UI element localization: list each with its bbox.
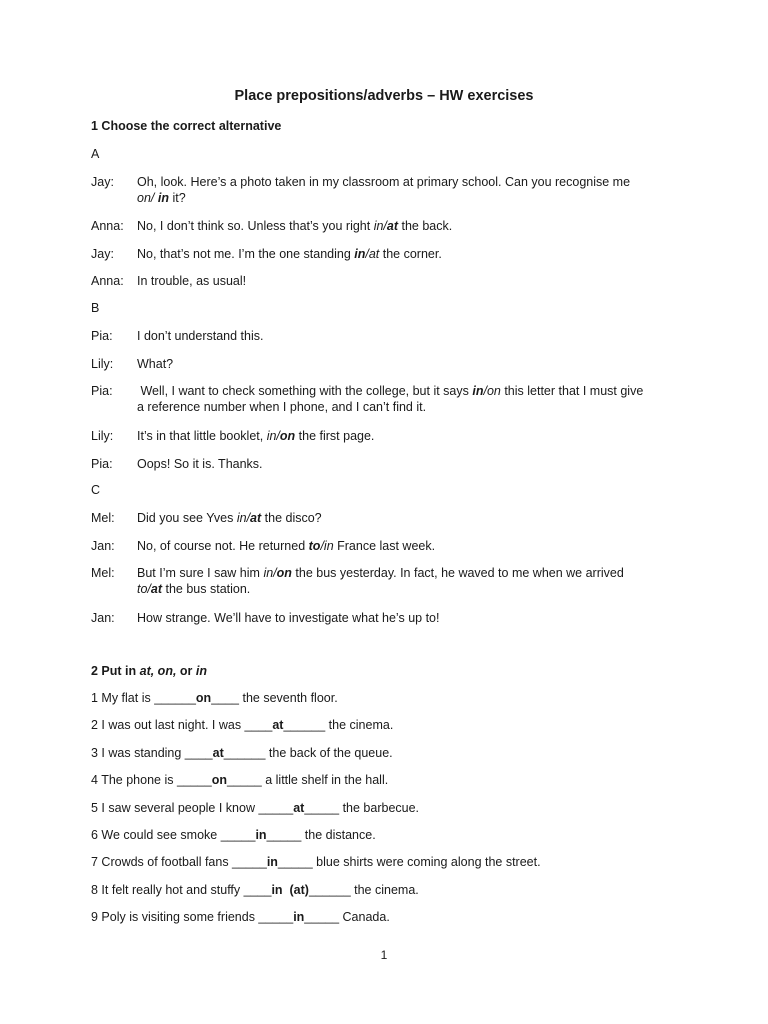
text-run: /at: [365, 247, 380, 261]
dialogue-text: [137, 218, 682, 234]
answer-choice: on: [279, 429, 296, 443]
text-run: It’s in that little booklet,: [137, 429, 267, 443]
dialogue-text: [137, 383, 682, 415]
exercise-text: ______ the cinema.: [283, 718, 394, 733]
exercise-text: _____ the barbecue.: [304, 800, 420, 815]
text-run: Oh, look. Here’s a photo taken in my classroom at primary school. Can you recognise me: [137, 175, 634, 189]
text-run: to/: [137, 582, 151, 596]
answer-choice: in: [195, 664, 207, 678]
text-run: the bus station.: [162, 582, 251, 596]
text-run: Oops! So it is. Thanks.: [137, 457, 263, 471]
dialogue-text: [137, 510, 682, 526]
dialogue-text: [137, 565, 682, 597]
speaker-name: Jan:: [91, 611, 115, 625]
speaker-name: Mel:: [91, 511, 115, 525]
answer-choice: at, on,: [139, 664, 177, 678]
speaker-name: Anna:: [91, 219, 124, 233]
speaker-name: Pia:: [91, 329, 113, 343]
speaker-name: Lily:: [91, 357, 114, 371]
exercise-answer: on: [195, 691, 212, 705]
text-run: the bus yesterday. In fact, he waved to me when we arrived: [291, 566, 624, 580]
dialogue-text: [137, 538, 682, 554]
exercise-answer: in: [255, 828, 267, 842]
speaker-name: Pia:: [91, 457, 113, 471]
exercise-answer: in: [266, 855, 278, 870]
exercise-item: [91, 691, 338, 705]
exercise-item: [91, 910, 390, 924]
exercise-text: 2 I was out last night. I was ____: [91, 718, 273, 733]
text-run: Did you see Yves: [137, 511, 237, 525]
exercise-text: 9 Poly is visiting some friends _____: [91, 910, 294, 925]
text-run: in/: [266, 429, 280, 443]
text-run: /on: [483, 384, 501, 398]
text-run: in/: [263, 566, 277, 580]
exercise-text: 8 It felt really hot and stuffy ____: [91, 882, 272, 897]
exercise-text: ______ the cinema.: [308, 882, 419, 897]
dialogue-label: A: [91, 147, 100, 161]
exercise-text: 4 The phone is _____: [91, 773, 212, 788]
page-number: 1: [380, 948, 388, 962]
text-run: 2 Put in: [91, 664, 140, 678]
text-run: /in: [320, 539, 334, 553]
exercise-item: [91, 773, 388, 787]
speaker-name: Jay:: [91, 247, 114, 261]
answer-choice: at: [150, 582, 163, 596]
exercise-answer: at: [212, 745, 224, 760]
dialogue-text: [137, 610, 682, 626]
exercise-answer: at: [293, 800, 305, 815]
document-title: Place prepositions/adverbs – HW exercises: [234, 88, 534, 104]
dialogue-text: [137, 328, 682, 344]
text-run: in/: [236, 511, 251, 525]
speaker-name: Lily:: [91, 429, 114, 443]
dialogue-text: [137, 428, 682, 444]
speaker-name: Mel:: [91, 566, 115, 580]
text-run: on/: [137, 191, 158, 205]
speaker-name: Jay:: [91, 175, 114, 189]
text-run: But I’m sure I saw him: [137, 566, 264, 580]
exercise-answer: in: [293, 910, 305, 925]
text-run: No, I don’t think so. Unless that’s you right: [137, 219, 374, 233]
exercise-item: [91, 746, 393, 760]
dialogue-text: [137, 356, 682, 372]
answer-choice: on: [276, 566, 292, 580]
section2-heading: [91, 664, 207, 678]
answer-choice: to: [308, 539, 321, 553]
dialogue-text: [137, 246, 682, 262]
exercise-text: ______ the back of the queue.: [223, 745, 393, 760]
exercise-text: ____ the seventh floor.: [211, 691, 338, 705]
text-run: it?: [168, 191, 186, 205]
exercise-text: 7 Crowds of football fans _____: [91, 855, 267, 870]
answer-choice: in: [472, 384, 484, 398]
text-run: No, of course not. He returned: [137, 539, 309, 553]
text-run: this letter that I must give: [500, 384, 644, 398]
speaker-name: Pia:: [91, 384, 113, 398]
text-run: a reference number when I phone, and I can’t find it.: [137, 400, 427, 414]
exercise-answer: at: [272, 718, 284, 733]
text-run: the back.: [398, 219, 453, 233]
answer-choice: at: [250, 511, 262, 525]
dialogue-label: B: [91, 301, 100, 315]
text-run: How strange. We’ll have to investigate what he’s up to!: [137, 611, 440, 625]
exercise-text: 5 I saw several people I know _____: [91, 800, 294, 815]
exercise-item: [91, 801, 419, 815]
exercise-text: _____ a little shelf in the hall.: [226, 773, 389, 788]
text-run: the first page.: [295, 429, 375, 443]
exercise-answer: in (at): [271, 882, 309, 897]
text-run: or: [176, 664, 196, 678]
dialogue-label: C: [91, 483, 101, 497]
text-run: I don’t understand this.: [137, 329, 264, 343]
exercise-text: 3 I was standing ____: [91, 745, 213, 760]
text-run: Well, I want to check something with the college, but it says: [137, 384, 473, 398]
dialogue-text: [137, 273, 682, 289]
answer-choice: in: [157, 191, 169, 205]
exercise-text: 1 My flat is ______: [91, 691, 196, 705]
exercise-item: [91, 828, 376, 842]
exercise-answer: on: [211, 773, 227, 788]
text-run: What?: [137, 357, 174, 371]
exercise-text: 6 We could see smoke _____: [91, 828, 256, 842]
exercise-text: _____ Canada.: [304, 910, 390, 925]
exercise-item: [91, 855, 541, 869]
answer-choice: in: [354, 247, 366, 261]
dialogue-text: [137, 174, 682, 206]
answer-choice: at: [386, 219, 399, 233]
exercise-item: [91, 883, 419, 897]
exercise-text: _____ the distance.: [266, 828, 376, 842]
text-run: No, that’s not me. I’m the one standing: [137, 247, 355, 261]
speaker-name: Anna:: [91, 274, 124, 288]
dialogue-text: [137, 456, 682, 472]
text-run: the corner.: [379, 247, 442, 261]
text-run: France last week.: [333, 539, 436, 553]
text-run: the disco?: [261, 511, 322, 525]
text-run: in/: [373, 219, 387, 233]
text-run: In trouble, as usual!: [137, 274, 247, 288]
exercise-item: [91, 718, 393, 732]
exercise-text: _____ blue shirts were coming along the street.: [277, 855, 541, 870]
section1-heading: 1 Choose the correct alternative: [91, 119, 282, 133]
speaker-name: Jan:: [91, 539, 115, 553]
